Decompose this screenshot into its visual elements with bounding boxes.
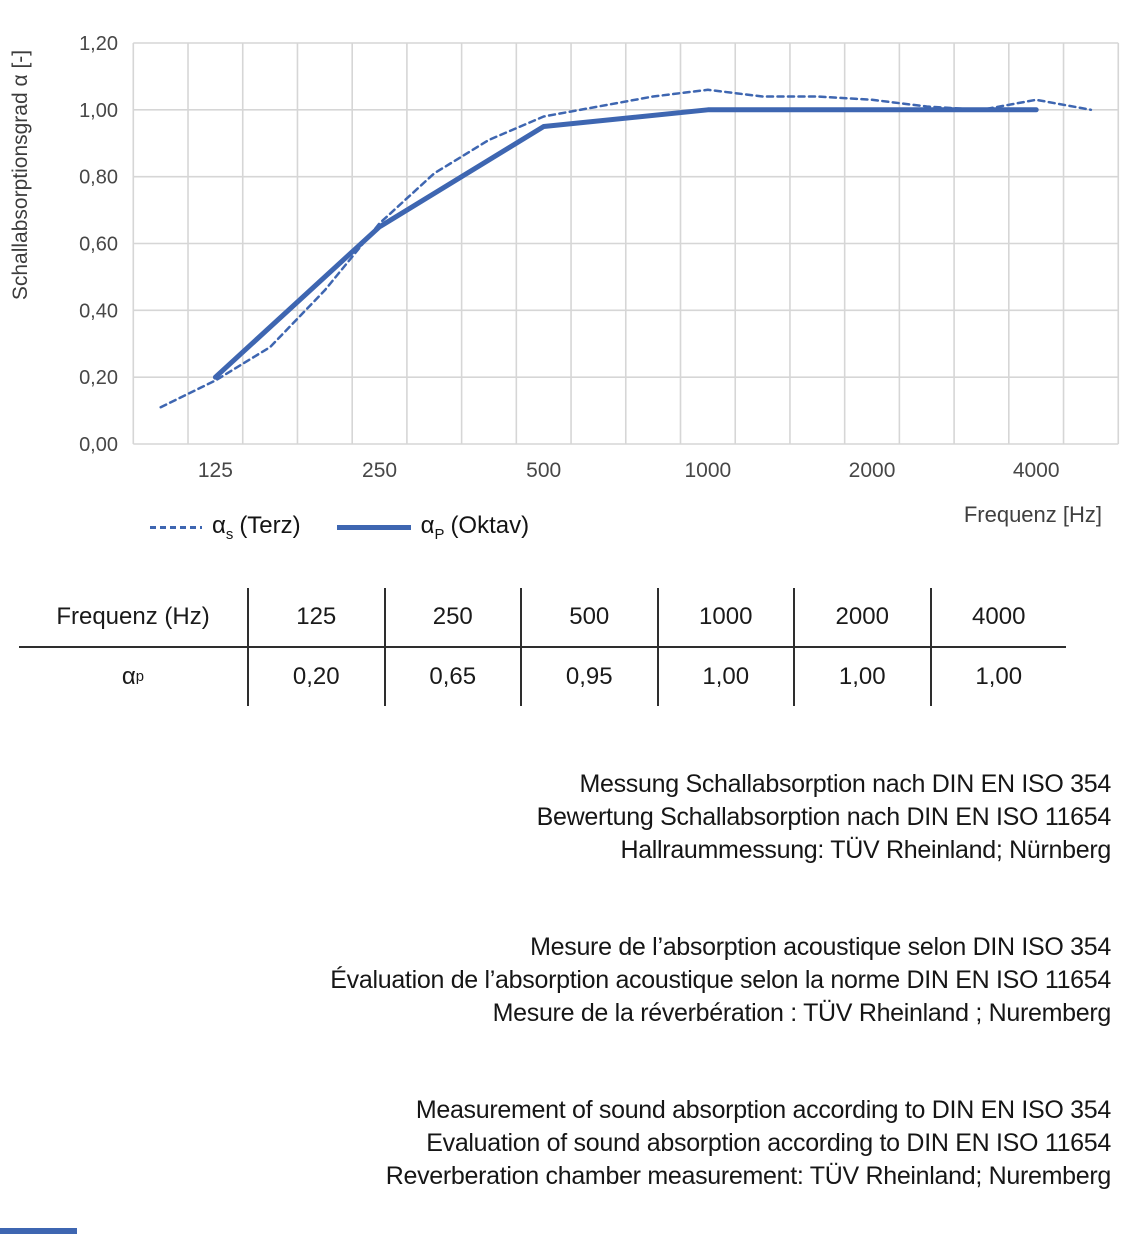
measurement-notes: [330, 768, 1111, 1234]
absorption-line-chart: [0, 0, 1135, 495]
note-line: Mesure de l’absorption acoustique selon DIN ISO 354: [530, 933, 1111, 961]
table-header-500: 500: [520, 588, 657, 648]
x-tick-labels: [198, 459, 1060, 482]
chart-legend: [150, 512, 529, 543]
note-line: Messung Schallabsorption nach DIN EN ISO 354: [579, 770, 1111, 798]
svg-text:0,20: 0,20: [79, 367, 118, 390]
svg-text:1,20: 1,20: [79, 33, 118, 55]
legend-label-oktav: $\alpha_P$ (Oktav): [420, 512, 530, 543]
solid-line-sample-icon: [337, 525, 411, 530]
note-block-english: [330, 1094, 1111, 1193]
legend-item-oktav: [337, 512, 529, 543]
svg-text:1000: 1000: [684, 459, 732, 482]
table-header-125: 125: [247, 588, 384, 648]
svg-text:0,40: 0,40: [79, 300, 118, 323]
svg-text:500: 500: [526, 459, 562, 482]
table-value-4000: 1,00: [930, 648, 1067, 706]
note-block-german: [330, 768, 1111, 867]
note-line: Mesure de la réverbération : TÜV Rheinland ; Nuremberg: [492, 999, 1111, 1027]
dashed-line-sample-icon: [150, 526, 202, 529]
note-line: Hallraummessung: TÜV Rheinland; Nürnberg: [620, 836, 1111, 864]
table-header-1000: 1000: [657, 588, 794, 648]
y-tick-labels: [79, 33, 118, 456]
legend-item-terz: [150, 512, 301, 543]
table-value-2000: 1,00: [793, 648, 930, 706]
table-value-1000: 1,00: [657, 648, 794, 706]
svg-text:4000: 4000: [1012, 459, 1060, 482]
svg-text:2000: 2000: [848, 459, 896, 482]
table-header-4000: 4000: [930, 588, 1067, 648]
svg-text:0,60: 0,60: [79, 233, 118, 256]
note-block-french: [330, 931, 1111, 1030]
svg-text:0,80: 0,80: [79, 166, 118, 189]
table-value-125: 0,20: [247, 648, 384, 706]
table-row-label-alpha-p: α p: [121, 663, 145, 690]
svg-text:125: 125: [197, 459, 233, 482]
gridlines: [133, 43, 1118, 444]
note-line: Bewertung Schallabsorption nach DIN EN ISO 11654: [536, 803, 1111, 831]
footer-accent-bar: [0, 1228, 77, 1234]
x-axis-title: Frequenz [Hz]: [963, 502, 1102, 527]
svg-text:1,00: 1,00: [79, 99, 118, 122]
table-header-2000: 2000: [793, 588, 930, 648]
svg-text:250: 250: [362, 459, 398, 482]
note-line: Reverberation chamber measurement: TÜV Rheinland; Nuremberg: [385, 1162, 1111, 1190]
note-line: Evaluation of sound absorption according to DIN EN ISO 11654: [426, 1129, 1111, 1157]
svg-text:0,00: 0,00: [79, 434, 118, 456]
legend-label-terz: $\alpha_s$ (Terz): [212, 512, 301, 543]
frequency-table: [19, 588, 1066, 706]
table-value-250: 0,65: [384, 648, 521, 706]
table-header-frequency: Frequenz (Hz): [19, 588, 247, 648]
table-header-250: 250: [384, 588, 521, 648]
y-axis-title: Schallabsorptionsgrad α [-]: [9, 49, 32, 301]
note-line: Évaluation de l’absorption acoustique selon la norme DIN EN ISO 11654: [330, 966, 1111, 994]
note-line: Measurement of sound absorption according to DIN EN ISO 354: [415, 1096, 1111, 1124]
table-value-500: 0,95: [520, 648, 657, 706]
